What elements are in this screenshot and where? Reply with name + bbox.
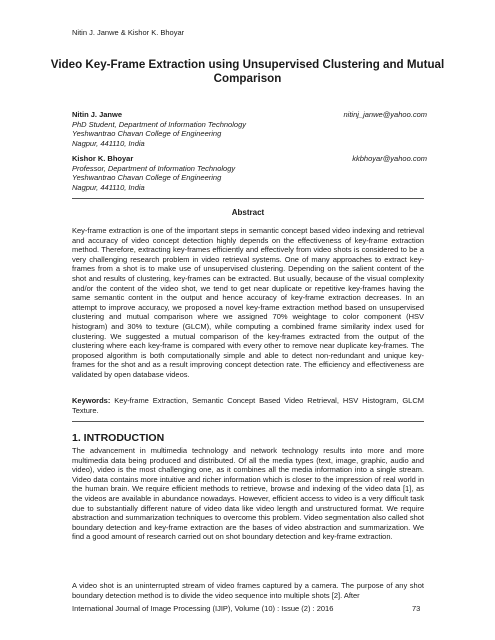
paper-title: Video Key-Frame Extraction using Unsupervised Clustering and Mutual Comparison <box>50 58 445 85</box>
author-email: nitinj_janwe@yahoo.com <box>343 110 427 119</box>
author-name: Nitin J. Janwe <box>72 110 123 119</box>
intro-paragraph: A video shot is an uninterrupted stream of video frames captured by a camera. The purpose of any shot boundary detection method is to divide the video sequence into multiple shots [2]. After <box>72 581 424 600</box>
page-number: 73 <box>412 604 421 613</box>
section-heading: 1. INTRODUCTION <box>72 432 165 444</box>
keywords-text: Key-frame Extraction, Semantic Concept Based Video Retrieval, HSV Histogram, GLCM Texture. <box>72 396 424 415</box>
affiliation-line: Nagpur, 441110, India <box>72 138 145 148</box>
affiliation-line: Yeshwantrao Chavan College of Engineering <box>72 173 222 183</box>
footer-journal: International Journal of Image Processing (IJIP), Volume (10) : Issue (2) : 2016 <box>72 604 334 613</box>
author-block <box>72 154 427 192</box>
affiliation-line: PhD Student, Department of Information Technology <box>72 119 246 129</box>
intro-paragraph: The advancement in multimedia technology and network technology results into more and more multimedia data being produced and distributed. Of all the media types (text, image, graphic, audio and video), video is the most challenging one, as it combines all the media information into a single stream. Video data contains more intuitive and richer information which is closer to the impression of real world in the human brain. We require efficient methods to retrieve, browse and indexing of the video data [1], as the videos are available in abundance nowadays. However, efficient access to video is a very difficult task due to substantially different nature of video data like video length and unstructured format. We require abstraction and summarization techniques to overcome this problem. Video segmentation also called shot boundary detection and key-frame extraction are the bases of video abstraction and summarization. We find a good amount of research carried out on shot boundary detection and key-frame extraction. <box>72 446 424 542</box>
affiliation-line: Nagpur, 441110, India <box>72 182 145 192</box>
keywords <box>72 396 424 415</box>
running-head: Nitin J. Janwe & Kishor K. Bhoyar <box>72 28 185 37</box>
author-block <box>72 110 427 148</box>
abstract-body: Key-frame extraction is one of the important steps in semantic concept based video indexing and retrieval and accuracy of video concept detection highly depends on the effectiveness of key-frame extraction method. Therefore, extracting key-frames efficiently and effectively from video shots is considered to be a very challenging research problem in video retrieval systems. One of many approaches to extract key-frames from a shot is to make use of unsupervised clustering. Depending on the salient content of the shot and results of clustering, key-frames can be extracted. But usually, because of the visual complexity and/or the content of the video shot, we tend to get near duplicate or repetitive key-frames having the same semantic content in the output and hence accuracy of key-frame extraction decreases. In an attempt to improve accuracy, we proposed a novel key-frame extraction method based on unsupervised clustering and mutual comparison where we assigned 70% weightage to color component (HSV histogram) and 30% to texture (GLCM), while computing a combined frame similarity index used for clustering. We suggested a mutual comparison of the key-frames extracted from the output of the clustering where each key-frame is compared with every other to remove near duplicate key-frames. The proposed algorithm is both computationally simple and able to detect non-redundant and unique key-frames for the shot and as a result improving concept detection rate. The efficiency and effectiveness are validated by open database videos. <box>72 226 424 379</box>
affiliation-line: Professor, Department of Information Technology <box>72 163 236 173</box>
keywords-label: Keywords: <box>72 396 111 405</box>
author-email: kkbhoyar@yahoo.com <box>352 154 427 163</box>
divider <box>72 421 424 422</box>
affiliation-line: Yeshwantrao Chavan College of Engineering <box>72 129 222 139</box>
divider <box>72 198 424 199</box>
abstract-heading: Abstract <box>231 208 265 217</box>
author-name: Kishor K. Bhoyar <box>72 154 134 163</box>
